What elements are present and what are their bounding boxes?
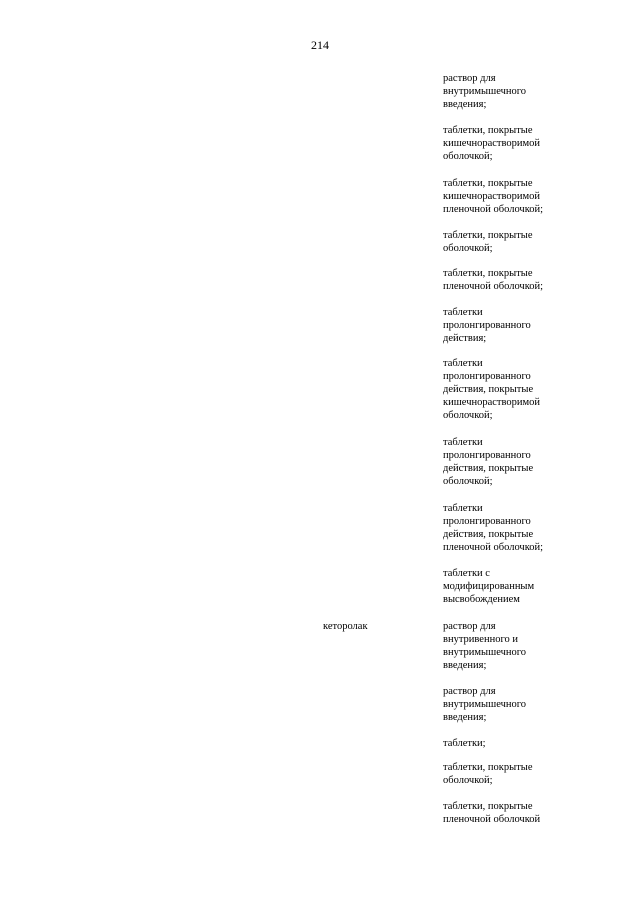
dosage-form-item: таблетки пролонгированного действия, покрытые кишечнорастворимой оболочкой; xyxy=(443,358,541,421)
dosage-form-item: раствор для внутривенного и внутримышечного введения; xyxy=(443,621,527,671)
dosage-form-item: таблетки, покрытые оболочкой; xyxy=(443,230,533,254)
dosage-form-item: таблетки с модифицированным высвобождением xyxy=(443,568,535,605)
dosage-form-item: таблетки; xyxy=(443,738,486,749)
drug-name: кеторолак xyxy=(323,621,368,632)
dosage-form-item: таблетки, покрытые кишечнорастворимой пленочной оболочкой; xyxy=(443,178,544,215)
dosage-form-item: таблетки пролонгированного действия, покрытые пленочной оболочкой; xyxy=(443,503,544,553)
dosage-form-item: таблетки пролонгированного действия, покрытые оболочкой; xyxy=(443,437,534,487)
dosage-form-item: таблетки, покрытые пленочной оболочкой xyxy=(443,801,541,825)
dosage-form-item: таблетки пролонгированного действия; xyxy=(443,307,531,344)
dosage-form-item: раствор для внутримышечного введения; xyxy=(443,73,527,110)
dosage-form-item: раствор для внутримышечного введения; xyxy=(443,686,527,723)
dosage-form-item: таблетки, покрытые оболочкой; xyxy=(443,762,533,786)
page-number: 214 xyxy=(311,38,329,52)
dosage-form-item: таблетки, покрытые кишечнорастворимой оболочкой; xyxy=(443,125,541,162)
dosage-form-item: таблетки, покрытые пленочной оболочкой; xyxy=(443,268,544,292)
